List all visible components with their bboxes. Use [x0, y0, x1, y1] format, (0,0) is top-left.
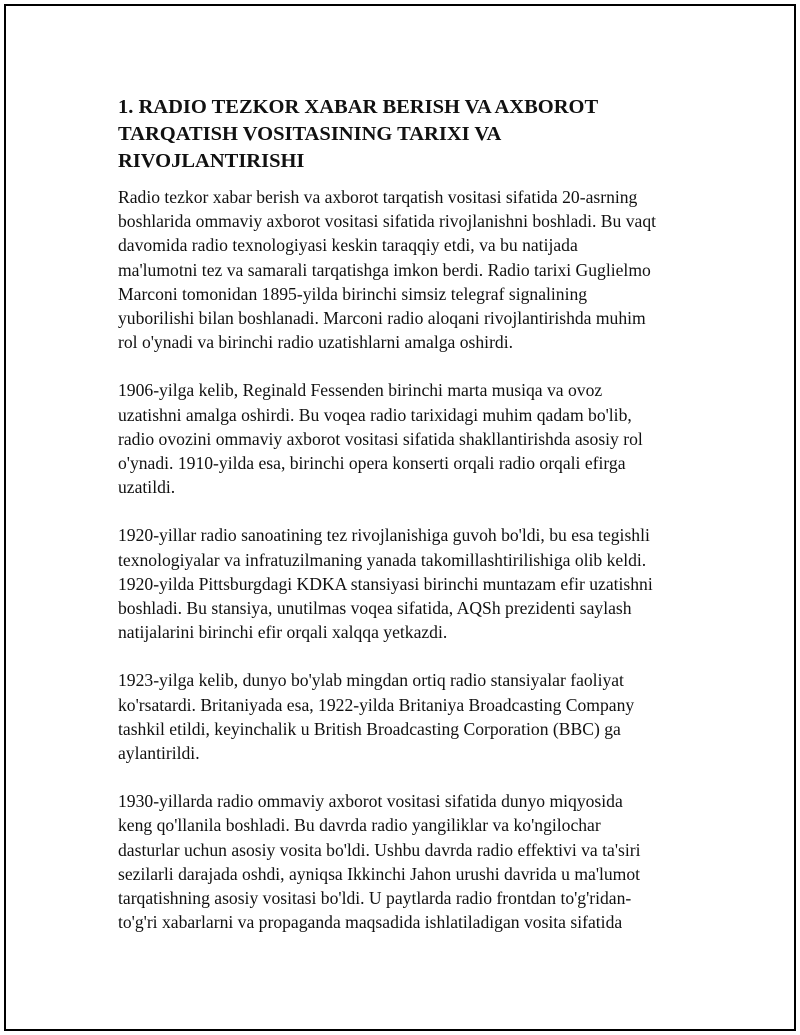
document-body: [118, 94, 698, 958]
paragraph-3: 1920-yillar radio sanoatining tez rivojlanishiga guvoh bo'ldi, bu esa tegishli texnologiyalar va infratuzilmaning yanada takomillashtirilishiga olib keldi. 1920-yilda Pittsburgdagi KDKA stansiyasi birinchi muntazam efir uzatishni boshladi. Bu stansiya, unutilmas voqea sifatida, AQSh prezidenti saylash natijalarini birinchi efir orqali xalqqa yetkazdi.: [118, 525, 653, 643]
paragraph-2: 1906-yilga kelib, Reginald Fessenden birinchi marta musiqa va ovoz uzatishni amalga oshirdi. Bu voqea radio tarixidagi muhim qadam bo'lib, radio ovozini ommaviy axborot vositasi sifatida shakllantirishda asosiy rol o'ynadi. 1910-yilda esa, birinchi opera konserti orqali radio orqali efirga uzatildi.: [118, 380, 643, 498]
paragraph-1: Radio tezkor xabar berish va axborot tarqatish vositasi sifatida 20-asrning boshlarida ommaviy axborot vositasi sifatida rivojlanishni boshladi. Bu vaqt davomida radio texnologiyasi keskin taraqqiy etdi, va bu natijada ma'lumotni tez va samarali tarqatishga imkon berdi. Radio tarixi Guglielmo Marconi tomonidan 1895-yilda birinchi simsiz telegraf signalining yuborilishi bilan boshlanadi. Marconi radio aloqani rivojlantirishda muhim rol o'ynadi va birinchi radio uzatishlarni amalga oshirdi.: [118, 187, 657, 353]
section-heading: 1. RADIO TEZKOR XABAR BERISH VA AXBOROT TARQATISH VOSITASINING TARIXI VA RIVOJLANTIRISHI: [118, 96, 599, 172]
paragraph-5: 1930-yillarda radio ommaviy axborot vositasi sifatida dunyo miqyosida keng qo'llanila boshladi. Bu davrda radio yangiliklar va ko'ngilochar dasturlar uchun asosiy vosita bo'ldi. Ushbu davrda radio effektivi va ta'siri sezilarli darajada oshdi, ayniqsa Ikkinchi Jahon urushi davrida u ma'lumot tarqatishning asosiy vositasi bo'ldi. U paytlarda radio frontdan to'g'ridan- to'g'ri xabarlarni va propaganda maqsadida ishlatiladigan vosita sifatida: [118, 791, 641, 933]
paragraph-4: 1923-yilga kelib, dunyo bo'ylab mingdan ortiq radio stansiyalar faoliyat ko'rsatardi. Britaniyada esa, 1922-yilda Britaniya Broadcasting Company tashkil etildi, keyinchalik u British Broadcasting Corporation (BBC) ga aylantirildi.: [118, 670, 635, 764]
